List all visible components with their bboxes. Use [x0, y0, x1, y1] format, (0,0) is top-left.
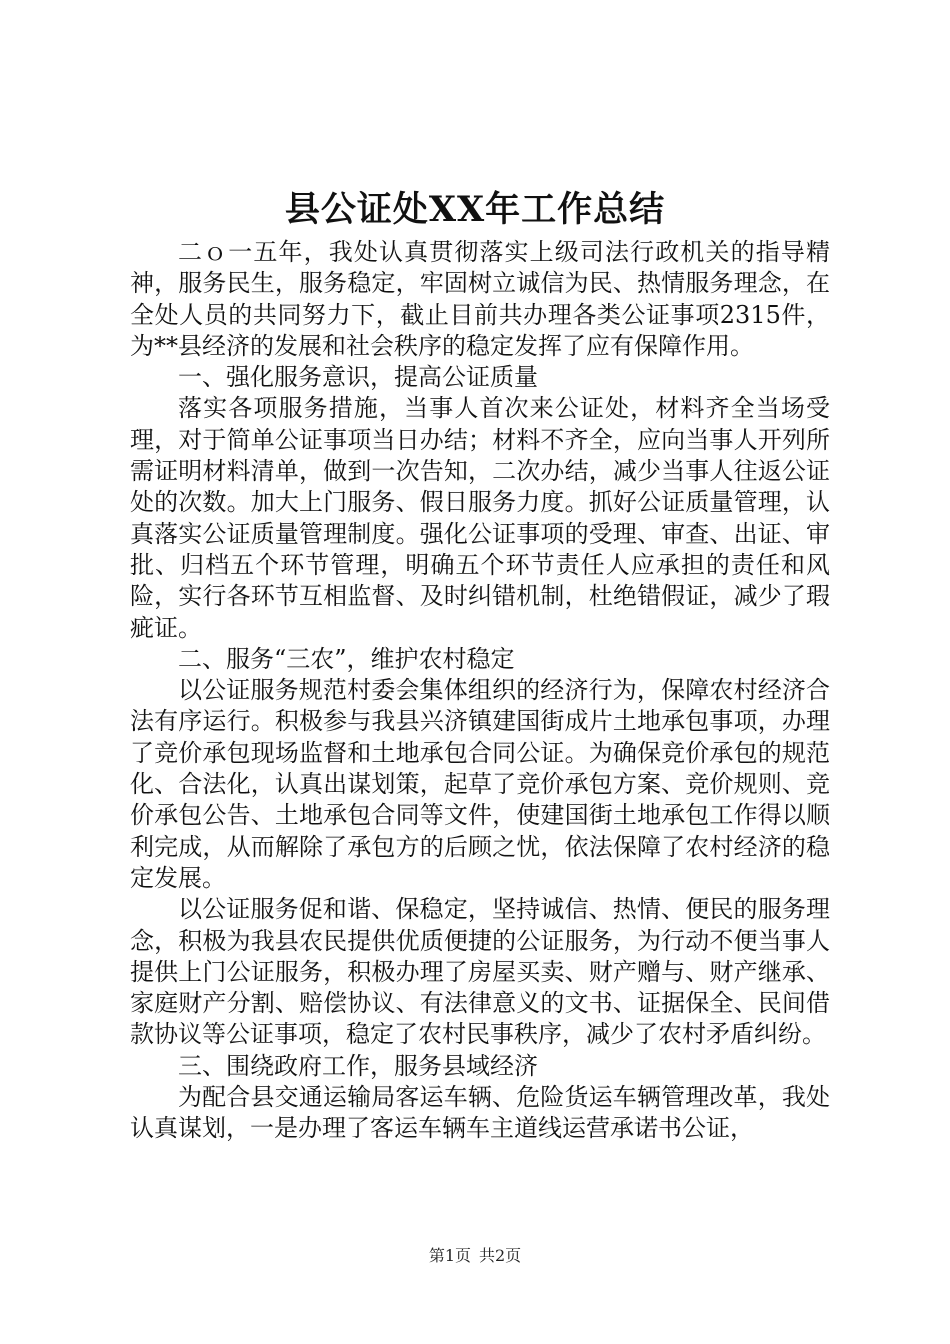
paragraph-section-2b: 以公证服务促和谐、保稳定，坚持诚信、热情、便民的服务理念，积极为我县农民提供优质便捷的公证服务，为行动不便当事人提供上门公证服务，积极办理了房屋买卖、财产赠与、财产继承、家庭财产分割、赔偿协议、有法律意义的文书、证据保全、民间借款协议等公证事项，稳定了农村民事秩序，减少了农村矛盾纠纷。 — [130, 895, 830, 1049]
section-heading-2: 二、服务“三农”，维护农村稳定 — [178, 644, 515, 673]
paragraph-section-2a: 以公证服务规范村委会集体组织的经济行为，保障农村经济合法有序运行。积极参与我县兴济镇建国街成片土地承包事项，办理了竞价承包现场监督和土地承包合同公证。为确保竞价承包的规范化、合法化，认真出谋划策，起草了竞价承包方案、竞价规则、竞价承包公告、土地承包合同等文件，使建国街土地承包工作得以顺利完成，从而解除了承包方的后顾之忧，依法保障了农村经济的稳定发展。 — [130, 676, 830, 892]
paragraph-section-1: 落实各项服务措施，当事人首次来公证处，材料齐全当场受理，对于简单公证事项当日办结；材料不齐全，应向当事人开列所需证明材料清单，做到一次告知，二次办结，减少当事人往返公证处的次数。加大上门服务、假日服务力度。抓好公证质量管理，认真落实公证质量管理制度。强化公证事项的受理、审查、出证、审批、归档五个环节管理，明确五个环节责任人应承担的责任和风险，实行各环节互相监督、及时纠错机制，杜绝错假证，减少了瑕疵证。 — [130, 394, 830, 642]
paragraph-section-3: 为配合县交通运输局客运车辆、危险货运车辆管理改革，我处认真谋划，一是办理了客运车辆车主道线运营承诺书公证， — [130, 1083, 830, 1143]
paragraph-intro: 二ｏ一五年，我处认真贯彻落实上级司法行政机关的指导精神，服务民生，服务稳定，牢固树立诚信为民、热情服务理念，在全处人员的共同努力下，截止目前共办理各类公证事项2315件，为**县经济的发展和社会秩序的稳定发挥了应有保障作用。 — [130, 238, 830, 360]
page-footer — [0, 1245, 950, 1267]
page-total: 共2页 — [479, 1246, 522, 1265]
page-number: 第1页 — [428, 1246, 471, 1265]
section-heading-1: 一、强化服务意识，提高公证质量 — [178, 363, 538, 392]
section-heading-3: 三、围绕政府工作，服务县域经济 — [178, 1051, 538, 1080]
document-body — [130, 237, 830, 1145]
document-title: 县公证处XX年工作总结 — [284, 189, 666, 230]
